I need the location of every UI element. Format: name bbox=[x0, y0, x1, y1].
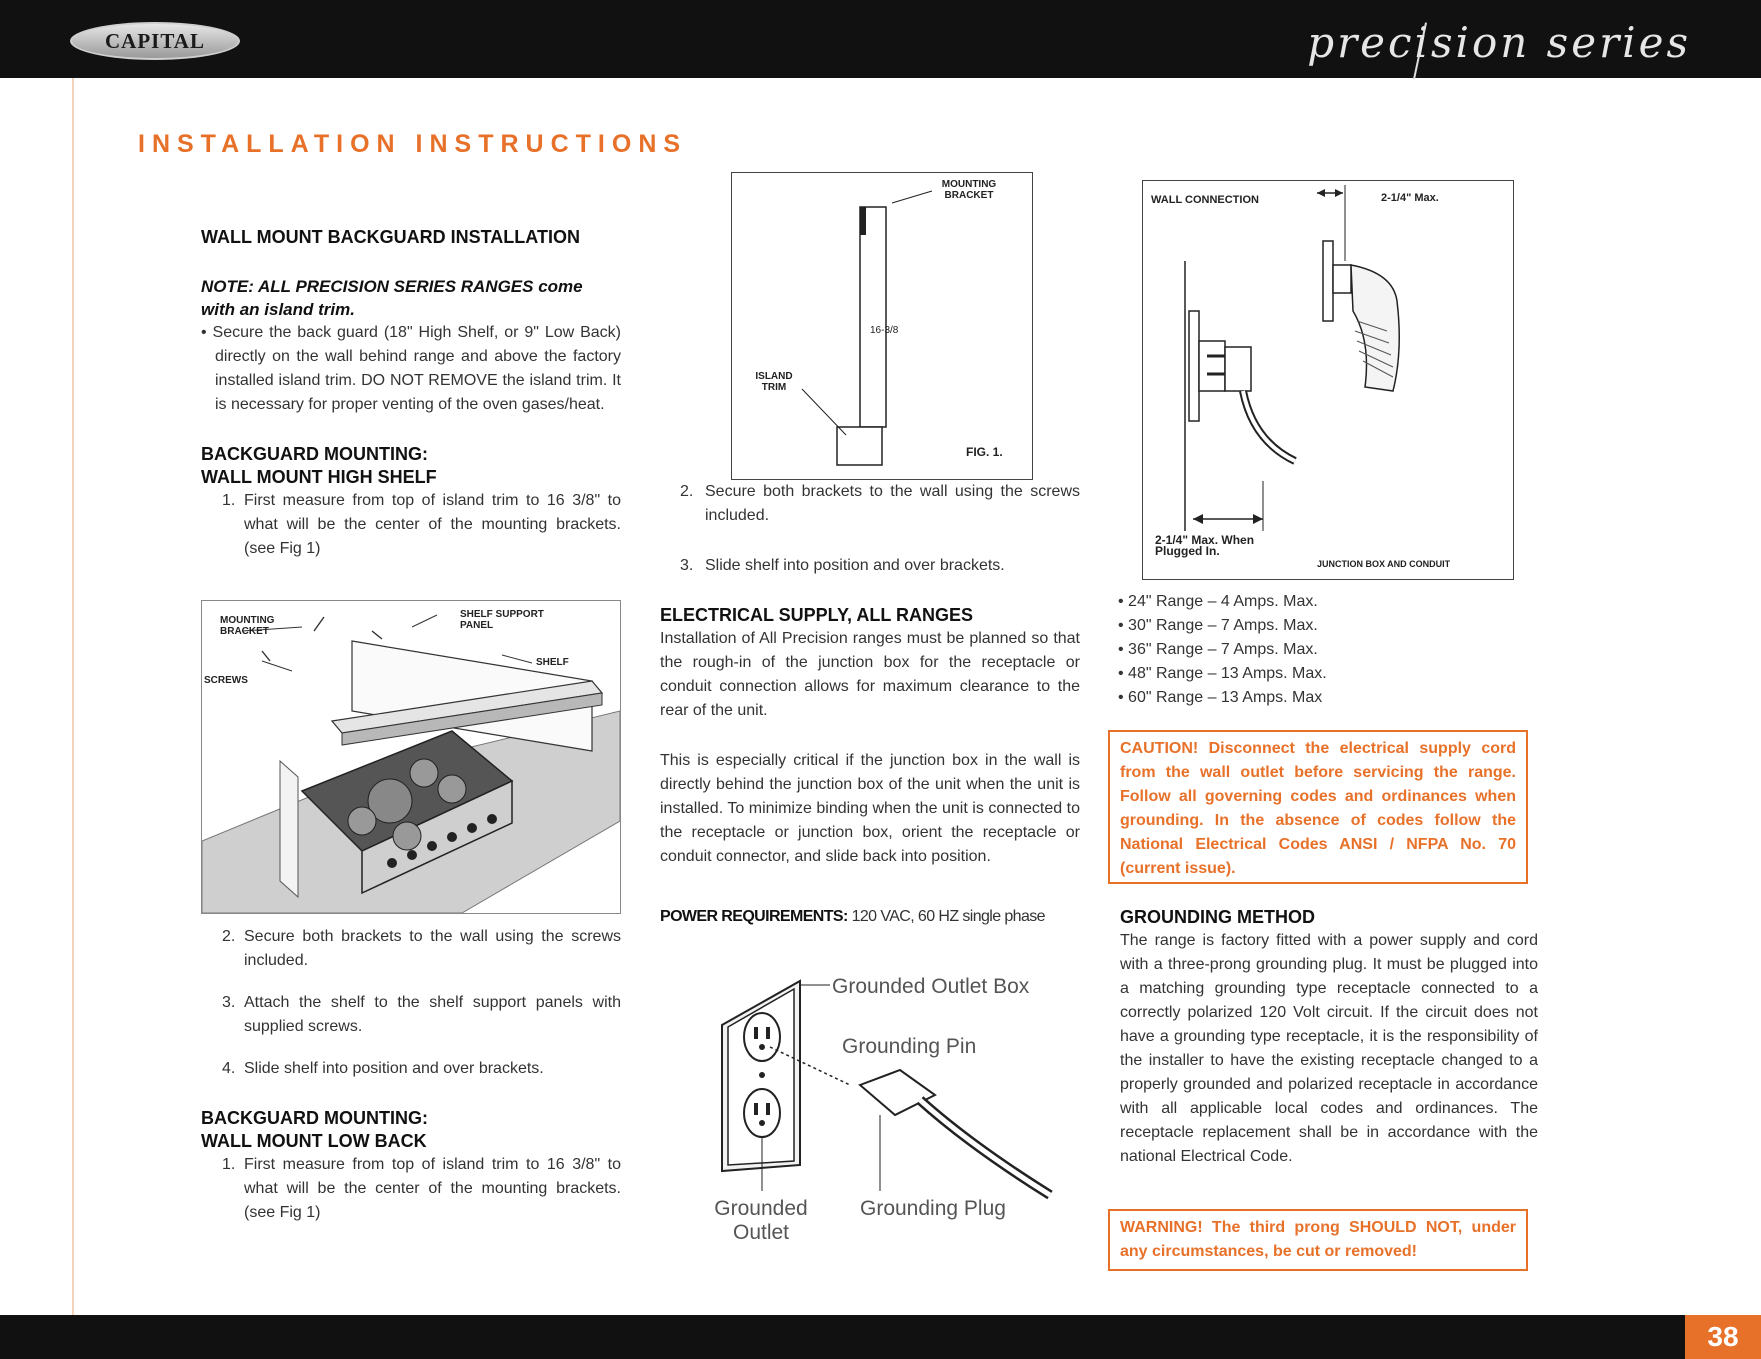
middle-column bbox=[660, 480, 1080, 929]
step-number: 1. bbox=[222, 1156, 236, 1173]
electrical-paragraph-1: Installation of All Precision ranges must be planned so that the rough-in of the junction box for the receptacle or conduit connection allows for maximum clearance to the rear of the unit. bbox=[660, 630, 1080, 719]
amps-item-36: • 36" Range – 7 Amps. Max. bbox=[1118, 638, 1538, 662]
grounded-outlet-diagram bbox=[690, 975, 1070, 1253]
header-bar bbox=[0, 0, 1761, 78]
step-text: Secure both brackets to the wall using the screws included. bbox=[705, 483, 1080, 524]
outlet-label-box: Grounded Outlet Box bbox=[832, 975, 1030, 998]
backguard-title: WALL MOUNT BACKGUARD INSTALLATION bbox=[201, 227, 580, 247]
range-scene-svg bbox=[202, 601, 620, 913]
wall-connection-svg bbox=[1143, 181, 1513, 579]
caution-box: CAUTION! Disconnect the electrical supply cord from the wall outlet before servicing the range. Follow all governing codes and ordinances when grounding. In the absence of codes follow the National Electrical Codes ANSI / NFPA No. 70 (current issue). bbox=[1108, 730, 1528, 884]
outlet-label-line-2: Outlet bbox=[732, 1221, 790, 1244]
fig1-label-island-trim: ISLAND TRIM bbox=[755, 371, 793, 393]
step-text: First measure from top of island trim to 16 3/8" to what will be the center of the mounting brackets. (see Fig 1) bbox=[244, 492, 621, 557]
wall-max-bottom bbox=[1155, 535, 1254, 557]
middle-step-2 bbox=[660, 480, 1080, 528]
outlet-label-line-1: Grounded bbox=[714, 1197, 808, 1220]
wall-max-bottom-line-2: Plugged In. bbox=[1155, 544, 1220, 558]
series-title: precision series bbox=[1307, 18, 1691, 67]
fig1-bracket-diagram bbox=[731, 172, 1033, 480]
amps-list bbox=[1118, 590, 1538, 710]
outlet-label-plug: Grounding Plug bbox=[860, 1197, 1006, 1220]
step-number: 2. bbox=[222, 928, 236, 945]
low-back-heading-2: WALL MOUNT LOW BACK bbox=[201, 1131, 427, 1151]
scene-label-shelf-support: SHELF SUPPORT PANEL bbox=[460, 609, 544, 631]
amps-item-30: • 30" Range – 7 Amps. Max. bbox=[1118, 614, 1538, 638]
step-text: First measure from top of island trim to 16 3/8" to what will be the center of the mounting brackets. (see Fig 1) bbox=[244, 1156, 621, 1221]
section-title: INSTALLATION INSTRUCTIONS bbox=[138, 130, 688, 158]
power-requirements-label: POWER REQUIREMENTS: bbox=[660, 908, 848, 925]
low-back-heading-1: BACKGUARD MOUNTING: bbox=[201, 1108, 428, 1128]
electrical-supply-title: ELECTRICAL SUPPLY, ALL RANGES bbox=[660, 605, 974, 625]
scene-label-screws: SCREWS bbox=[204, 675, 248, 686]
high-shelf-step-2 bbox=[201, 925, 621, 973]
wall-junction-label: JUNCTION BOX AND CONDUIT bbox=[1317, 559, 1451, 569]
electrical-paragraph-2: This is especially critical if the junction box in the wall is directly behind the junction box of the unit when the unit is installed. To minimize binding when the unit is connected to the receptacle or junction box, orient the receptacle or conduit connector, and slide back into position. bbox=[660, 752, 1080, 865]
power-requirements-value: 120 VAC, 60 HZ single phase bbox=[851, 908, 1045, 925]
fig1-caption: FIG. 1. bbox=[966, 445, 1003, 459]
fig1-label-dimension: 16-3/8 bbox=[870, 325, 899, 336]
high-shelf-heading-2: WALL MOUNT HIGH SHELF bbox=[201, 467, 437, 487]
step-text: Attach the shelf to the shelf support panels with supplied screws. bbox=[244, 994, 621, 1035]
low-back-step-1 bbox=[201, 1153, 621, 1225]
middle-step-3 bbox=[660, 554, 1080, 578]
capital-logo bbox=[70, 22, 240, 60]
wall-max-top: 2-1/4" Max. bbox=[1381, 192, 1439, 204]
backguard-bullet: • Secure the back guard (18" High Shelf, or 9" Low Back) directly on the wall behind range and above the factory installed island trim. DO NOT REMOVE the island trim. It is necessary for proper venting of the oven gases/heat. bbox=[201, 324, 621, 413]
side-rule bbox=[72, 78, 74, 1315]
high-shelf-step-4 bbox=[201, 1057, 621, 1081]
step-text: Secure both brackets to the wall using the screws included. bbox=[244, 928, 621, 969]
high-shelf-step-3 bbox=[201, 991, 621, 1039]
step-text: Slide shelf into position and over brackets. bbox=[244, 1060, 544, 1077]
high-shelf-heading-1: BACKGUARD MOUNTING: bbox=[201, 444, 428, 464]
step-number: 4. bbox=[222, 1060, 236, 1077]
shelf-install-illustration bbox=[201, 600, 621, 914]
amps-item-48: • 48" Range – 13 Amps. Max. bbox=[1118, 662, 1538, 686]
step-number: 2. bbox=[680, 483, 694, 500]
step-number: 3. bbox=[222, 994, 236, 1011]
amps-list-block bbox=[1118, 590, 1538, 710]
high-shelf-step-1 bbox=[201, 489, 621, 561]
outlet-label-pin: Grounding Pin bbox=[842, 1035, 977, 1058]
outlet-label-outlet bbox=[706, 1197, 816, 1245]
grounding-title: GROUNDING METHOD bbox=[1120, 907, 1315, 927]
step-text: Slide shelf into position and over brackets. bbox=[705, 557, 1005, 574]
wall-max-bottom-line-1: 2-1/4" Max. When bbox=[1155, 533, 1255, 547]
warning-box: WARNING! The third prong SHOULD NOT, under any circumstances, be cut or removed! bbox=[1108, 1209, 1528, 1271]
amps-item-24: • 24" Range – 4 Amps. Max. bbox=[1118, 590, 1538, 614]
footer-bar bbox=[0, 1315, 1761, 1359]
left-column-top bbox=[201, 226, 621, 561]
wall-connection-title: WALL CONNECTION bbox=[1151, 194, 1259, 206]
wall-connection-diagram bbox=[1142, 180, 1514, 580]
page-number: 38 bbox=[1685, 1315, 1761, 1359]
grounding-text: The range is factory fitted with a power supply and cord with a three-prong grounding plug. It must be plugged into a matching grounding type receptacle connected to a correctly polarized 120 Volt circuit. If the circuit does not have a grounding type receptacle, it is the responsibility of the installer to have the existing receptacle changed to a properly grounded and polarized receptacle in accordance with all applicable local codes and ordinances. The receptacle replacement shall be in accordance with the national Electrical Code. bbox=[1120, 932, 1538, 1165]
amps-item-60: • 60" Range – 13 Amps. Max bbox=[1118, 686, 1538, 710]
step-number: 3. bbox=[680, 557, 694, 574]
logo-text: CAPITAL bbox=[105, 28, 205, 53]
power-requirements bbox=[660, 905, 1080, 929]
grounding-block bbox=[1120, 906, 1538, 1169]
scene-label-mounting-bracket: MOUNTING BRACKET bbox=[220, 615, 275, 637]
step-number: 1. bbox=[222, 492, 236, 509]
fig1-label-mounting-bracket: MOUNTING BRACKET bbox=[941, 179, 997, 201]
scene-label-shelf: SHELF bbox=[536, 657, 569, 668]
left-column-bottom bbox=[201, 925, 621, 1225]
note-line-2: with an island trim. bbox=[201, 300, 355, 319]
note-line-1: NOTE: ALL PRECISION SERIES RANGES come bbox=[201, 277, 583, 296]
